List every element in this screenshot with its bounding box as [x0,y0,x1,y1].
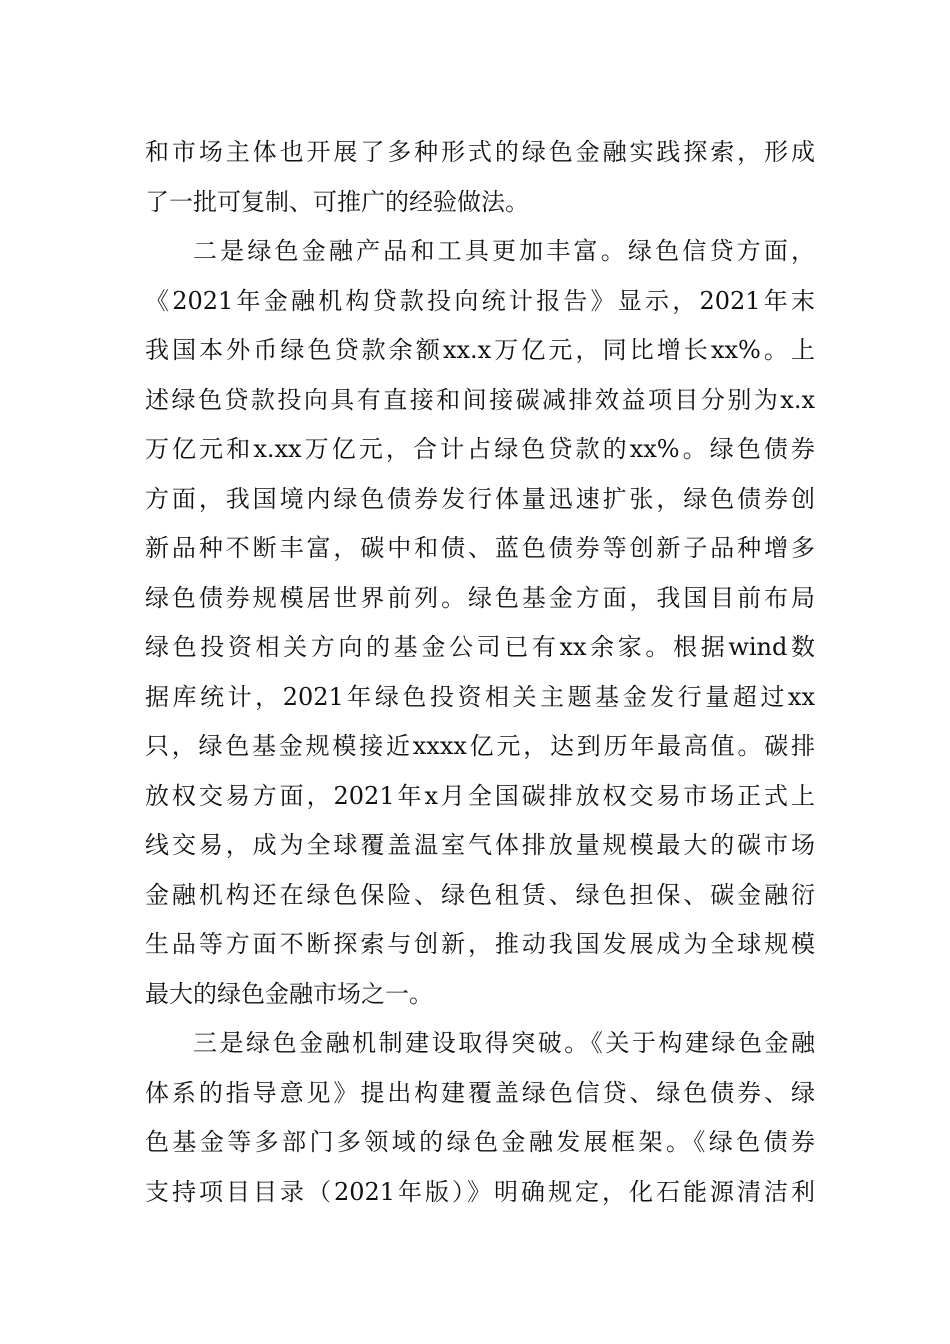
text-line: 体系的指导意见》提出构建覆盖绿色信贷、绿色债券、绿 [145,1078,815,1107]
text-line: 最大的绿色金融市场之一。 [145,979,433,1008]
text-line: 据库统计，2021年绿色投资相关主题基金发行量超过xx [145,682,815,711]
text-line: 了一批可复制、可推广的经验做法。 [145,187,529,216]
paragraph-start-line: 三是绿色金融机制建设取得突破。《关于构建绿色金融 [193,1029,815,1057]
text-line: 支持项目目录（2021年版）》明确规定，化石能源清洁利 [145,1177,815,1206]
text-line: 绿色债券规模居世界前列。绿色基金方面，我国目前布局 [145,583,815,612]
text-line: 生品等方面不断探索与创新，推动我国发展成为全球规模 [145,930,815,958]
text-line: 金融机构还在绿色保险、绿色租赁、绿色担保、碳金融衍 [145,880,815,909]
text-line: 万亿元和x.xx万亿元，合计占绿色贷款的xx%。绿色债券 [145,435,815,463]
text-line: 色基金等多部门多领域的绿色金融发展框架。《绿色债券 [145,1128,815,1156]
text-line: 放权交易方面，2021年x月全国碳排放权交易市场正式上 [145,781,815,810]
text-line: 《2021年金融机构贷款投向统计报告》显示，2021年末 [145,286,815,315]
text-line: 线交易，成为全球覆盖温室气体排放量规模最大的碳市场 [145,831,815,859]
text-line: 只，绿色基金规模接近xxxx亿元，达到历年最高值。碳排 [145,732,815,760]
text-line: 新品种不断丰富，碳中和债、蓝色债券等创新子品种增多 [145,534,815,562]
paragraph-start-line: 二是绿色金融产品和工具更加丰富。绿色信贷方面， [193,237,815,265]
text-line: 绿色投资相关方向的基金公司已有xx余家。根据wind数 [145,633,815,661]
text-line: 和市场主体也开展了多种形式的绿色金融实践探索，形成 [145,138,815,166]
document-body [145,128,815,1217]
text-line: 方面，我国境内绿色债券发行体量迅速扩张，绿色债券创 [145,484,815,513]
text-line: 述绿色贷款投向具有直接和间接碳减排效益项目分别为x.x [145,385,815,414]
text-line: 我国本外币绿色贷款余额xx.x万亿元，同比增长xx%。上 [145,336,815,364]
